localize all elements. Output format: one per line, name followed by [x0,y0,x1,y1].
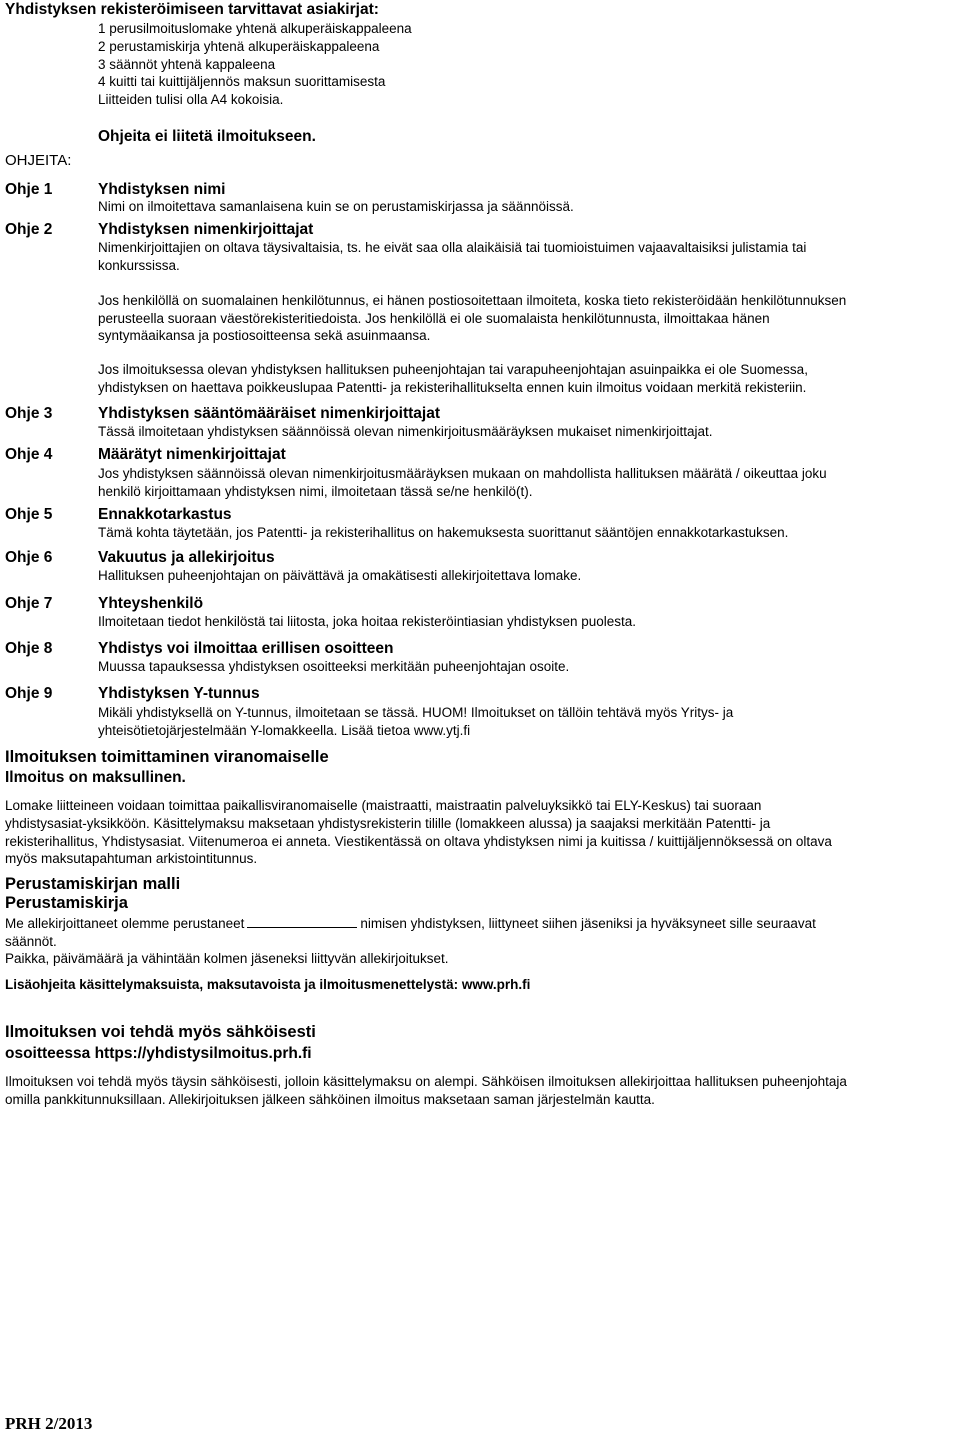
ohje-text: perusteella suoraan väestörekisteritiedoista. Jos henkilöllä ei ole suomalaista henkilötunnusta, ilmoittakaa hänen [98,311,770,326]
section-heading: Ilmoituksen voi tehdä myös sähköisesti [5,1023,316,1041]
model-text: Paikka, päivämäärä ja vähintään kolmen jäseneksi liittyvän allekirjoitukset. [5,951,449,966]
body-text: yhdistysasiat-yksikköön. Käsittelymaksu maksetaan yhdistysrekisterin tilille (lomakkeen alussa) ja saajaksi merkitään Patentti- ja [5,816,771,831]
body-text: omilla pankkitunnuksillaan. Allekirjoituksen jälkeen sähköinen ilmoitus maksetaan saman järjestelmän kautta. [5,1092,655,1107]
instructions-not-attached: Ohjeita ei liitetä ilmoitukseen. [98,128,316,145]
ohje-text: Jos yhdistyksen säännöissä olevan nimenkirjoitusmääräyksen mukaan on mahdollista hallituksen määrätä / oikeuttaa joku [98,466,827,481]
ohje-text: yhdistyksen on haettava poikkeuslupaa Patentti- ja rekisterihallitukselta ennen kuin ilmoitus voidaan merkitä rekisteriin. [98,380,807,395]
body-text: Ilmoituksen voi tehdä myös täysin sähköisesti, jolloin käsittelymaksu on alempi. Sähköisen ilmoituksen allekirjoittaa hallituksen puheenjohtaja [5,1074,847,1089]
ohje-number: Ohje 6 [5,549,53,566]
ohje-title: Yhdistyksen nimenkirjoittajat [98,221,314,238]
ohje-title: Yhdistyksen nimi [98,181,226,198]
ohje-number: Ohje 2 [5,221,53,238]
ohje-text: henkilö kirjoittamaan yhdistyksen nimi, ilmoitetaan tässä se/ne henkilö(t). [98,484,533,499]
ohje-number: Ohje 3 [5,405,53,422]
ohje-number: Ohje 4 [5,446,53,463]
ohje-text: Tässä ilmoitetaan yhdistyksen säännöissä olevan nimenkirjoitusmääräyksen mukaiset nimenkirjoittajat. [98,424,713,439]
ohje-number: Ohje 9 [5,685,53,702]
ohje-text: konkurssissa. [98,258,180,273]
instructions-label: OHJEITA: [5,152,72,169]
ohje-number: Ohje 1 [5,181,53,198]
section-subheading: Ilmoitus on maksullinen. [5,769,186,786]
ohje-text: Nimi on ilmoitettava samanlaisena kuin se on perustamiskirjassa ja säännöissä. [98,199,574,214]
body-text: Lomake liitteineen voidaan toimittaa paikallisviranomaiselle (maistraatti, maistraatin palveluyksikkö tai ELY-Keskus) tai suoraan [5,798,762,813]
model-text: Me allekirjoittaneet olemme perustaneet [5,916,245,931]
ohje-text: Nimenkirjoittajien on oltava täysivaltaisia, ts. he eivät saa olla alaikäisiä tai tuomioistuimen vajaavaltaisiksi julistamia tai [98,240,807,255]
ohje-text: Tämä kohta täytetään, jos Patentti- ja rekisterihallitus on hakemuksesta suorittanut sääntöjen ennakkotarkastuksen. [98,525,789,540]
section-subheading: osoitteessa https://yhdistysilmoitus.prh.fi [5,1045,312,1062]
attachment-item: 1 perusilmoituslomake yhtenä alkuperäiskappaleena [98,21,412,36]
model-text: nimisen yhdistyksen, liittyneet siihen jäseniksi ja hyväksyneet sille seuraavat [360,916,816,931]
ohje-text: Hallituksen puheenjohtajan on päivättävä ja omakätisesti allekirjoitettava lomake. [98,568,582,583]
form-code: PRH 2/2013 [5,1414,93,1433]
document-title: Yhdistyksen rekisteröimiseen tarvittavat asiakirjat: [5,1,379,18]
section-heading: Perustamiskirjan malli [5,875,181,893]
ohje-number: Ohje 8 [5,640,53,657]
body-text: rekisterihallitus, Yhdistysasiat. Viitenumeroa ei anneta. Viestikentässä on oltava yhdistyksen nimi ja kuitissa / kuittijäljennöksessä on oltava [5,834,832,849]
attachment-item: 2 perustamiskirja yhtenä alkuperäiskappaleena [98,39,380,54]
ohje-title: Yhdistyksen sääntömääräiset nimenkirjoittajat [98,405,440,422]
model-line [5,915,816,933]
section-subheading: Perustamiskirja [5,894,128,912]
extra-info: Lisäohjeita käsittelymaksuista, maksutavoista ja ilmoitusmenettelystä: www.prh.fi [5,977,531,992]
association-name-blank [247,915,357,928]
ohje-text: Mikäli yhdistyksellä on Y-tunnus, ilmoitetaan se tässä. HUOM! Ilmoitukset on tällöin tehtävä myös Yritys- ja [98,705,734,720]
ohje-title: Määrätyt nimenkirjoittajat [98,446,286,463]
attachment-note: Liitteiden tulisi olla A4 kokoisia. [98,92,284,107]
ohje-text: Jos henkilöllä on suomalainen henkilötunnus, ei hänen postiosoitettaan ilmoiteta, koska tieto rekisteröidään henkilötunnuksen [98,293,847,308]
ohje-number: Ohje 7 [5,595,53,612]
section-heading: Ilmoituksen toimittaminen viranomaiselle [5,748,329,766]
ohje-title: Yhdistys voi ilmoittaa erillisen osoitteen [98,640,394,657]
model-text: säännöt. [5,934,57,949]
body-text: myös maksutapahtuman arkistointitunnus. [5,851,258,866]
ohje-number: Ohje 5 [5,506,53,523]
ohje-text: yhteisötietojärjestelmään Y-lomakkeella. Lisää tietoa www.ytj.fi [98,723,471,738]
ohje-title: Yhdistyksen Y-tunnus [98,685,260,702]
ohje-title: Yhteyshenkilö [98,595,204,612]
ohje-title: Ennakkotarkastus [98,506,232,523]
ohje-title: Vakuutus ja allekirjoitus [98,549,275,566]
attachment-item: 3 säännöt yhtenä kappaleena [98,57,276,72]
ohje-text: syntymäaikansa ja postiosoitteensa sekä asuinmaansa. [98,328,431,343]
ohje-text: Ilmoitetaan tiedot henkilöstä tai liitosta, joka hoitaa rekisteröintiasian yhdistyksen puolesta. [98,614,637,629]
ohje-text: Muussa tapauksessa yhdistyksen osoitteeksi merkitään puheenjohtajan osoite. [98,659,570,674]
attachment-item: 4 kuitti tai kuittijäljennös maksun suorittamisesta [98,74,386,89]
ohje-text: Jos ilmoituksessa olevan yhdistyksen hallituksen puheenjohtajan tai varapuheenjohtajan asuinpaikka ei ole Suomessa, [98,362,808,377]
